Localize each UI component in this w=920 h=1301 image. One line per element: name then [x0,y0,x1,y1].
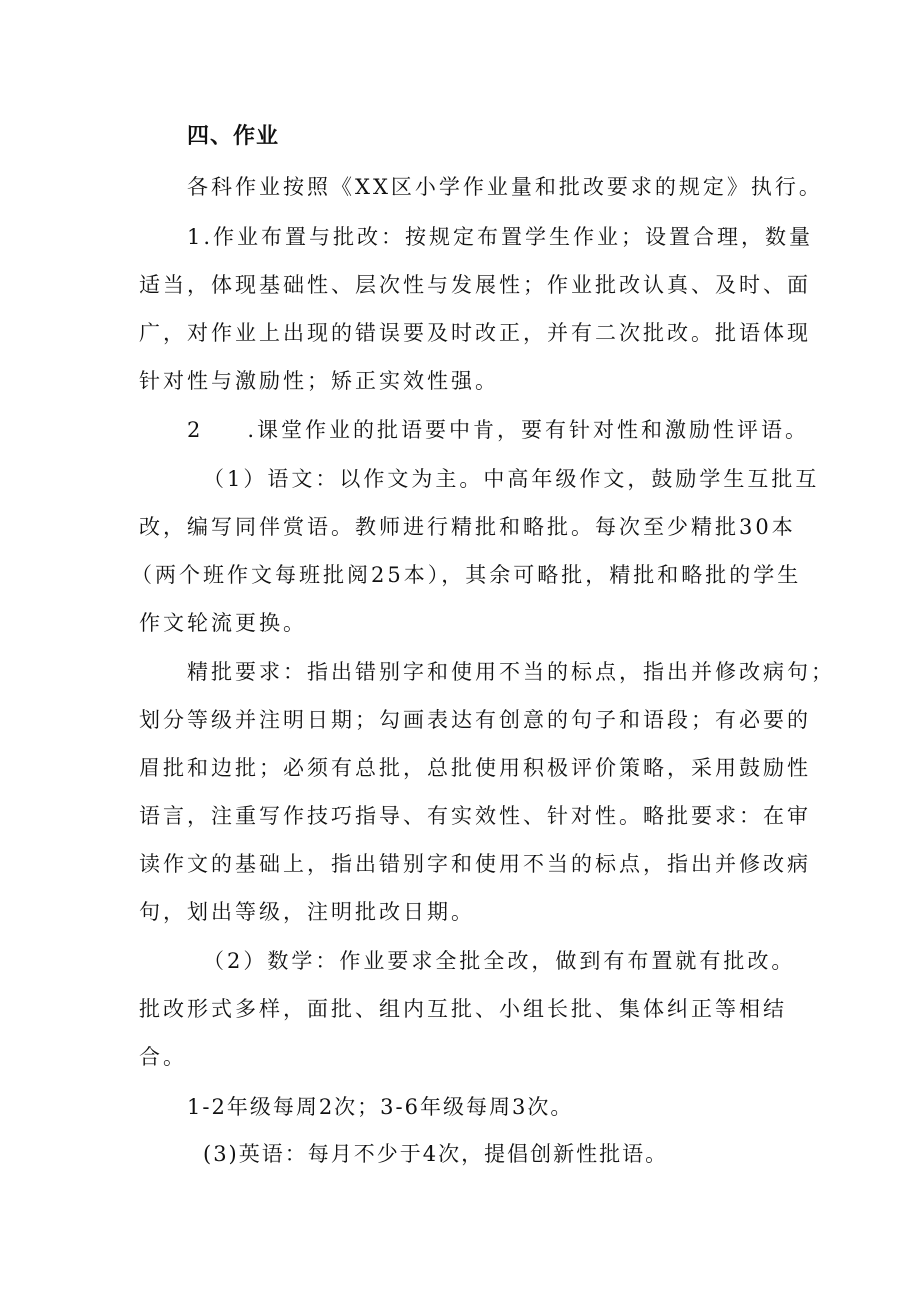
math-line-1: （2）数学：作业要求全批全改，做到有布置就有批改。 [203,949,796,973]
math-line-2: 批改形式多样，面批、组内互批、小组长批、集体纠正等相结 [139,997,787,1021]
item1-line-4: 针对性与激励性；矫正实效性强。 [139,369,499,393]
chinese-line-1: （1）语文：以作文为主。中高年级作文，鼓励学生互批互 [203,467,820,491]
requirements-line-4: 语言，注重写作技巧指导、有实效性、针对性。略批要求：在审 [139,804,811,828]
item1-line-2: 适当，体现基础性、层次性与发展性；作业批改认真、及时、面 [139,273,811,297]
chinese-line-2: 改，编写同伴赏语。教师进行精批和略批。每次至少精批30本 [139,515,796,539]
math-frequency: 1-2年级每周2次；3-6年级每周3次。 [187,1095,574,1119]
item2-text: .课堂作业的批语要中肯，要有针对性和激励性评语。 [247,418,810,442]
requirements-line-5: 读作文的基础上，指出错别字和使用不当的标点，指出并修改病 [139,852,811,876]
intro-paragraph: 各科作业按照《XX区小学作业量和批改要求的规定》执行。 [187,175,823,199]
requirements-line-2: 划分等级并注明日期；勾画表达有创意的句子和语段；有必要的 [139,708,811,732]
item1-line-1: 1.作业布置与批改：按规定布置学生作业；设置合理，数量 [187,225,814,249]
chinese-line-3: （两个班作文每班批阅25本），其余可略批，精批和略批的学生 [131,563,802,587]
math-line-3: 合。 [139,1045,187,1069]
requirements-line-1: 精批要求：指出错别字和使用不当的标点，指出并修改病句； [187,660,835,684]
chinese-line-4: 作文轮流更换。 [139,611,307,635]
requirements-line-3: 眉批和边批；必须有总批，总批使用积极评价策略，采用鼓励性 [139,756,811,780]
english-paragraph: (3)英语：每月不少于4次，提倡创新性批语。 [203,1142,669,1166]
item2-number: 2 [187,418,204,442]
item2-paragraph [187,417,809,443]
requirements-line-6: 句，划出等级，注明批改日期。 [139,900,475,924]
item1-line-3: 广，对作业上出现的错误要及时改正，并有二次批改。批语体现 [139,321,811,345]
section-heading: 四、作业 [187,124,280,149]
